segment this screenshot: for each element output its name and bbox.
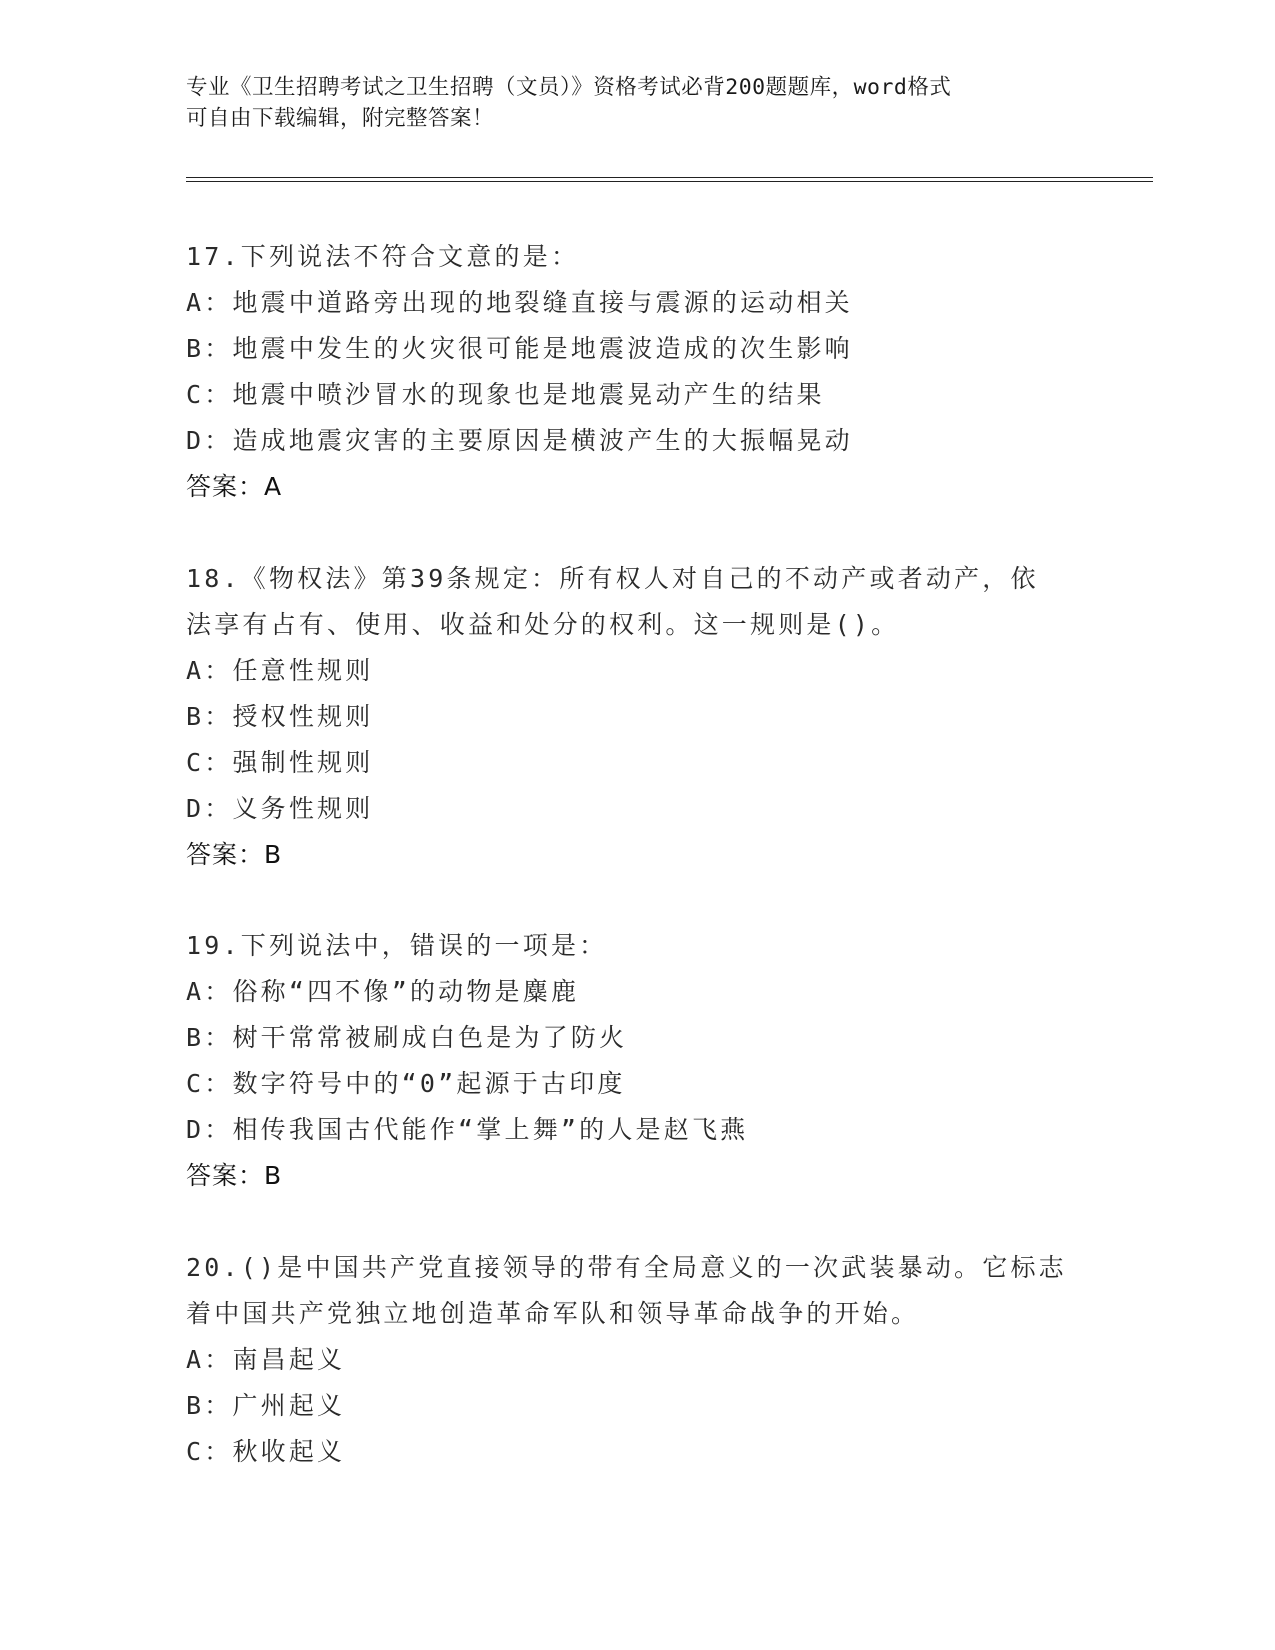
header-line-1: 专业《卫生招聘考试之卫生招聘（文员）》资格考试必背200题题库，word格式	[186, 75, 952, 100]
option-d: D：义务性规则	[186, 794, 374, 823]
header-line-2: 可自由下载编辑，附完整答案！	[186, 106, 495, 131]
answer-label: 答案：B	[186, 1161, 283, 1190]
question-stem: 17.下列说法不符合文意的是：	[186, 242, 580, 271]
option-d: D：相传我国古代能作“掌上舞”的人是赵飞燕	[186, 1115, 749, 1144]
document-header	[186, 72, 1086, 134]
option-a: A：地震中道路旁出现的地裂缝直接与震源的运动相关	[186, 288, 853, 317]
question-18	[186, 556, 1086, 878]
option-a: A：南昌起义	[186, 1345, 346, 1374]
question-stem-line-2: 法享有占有、使用、收益和处分的权利。这一规则是()。	[186, 610, 900, 639]
option-c: C：秋收起义	[186, 1437, 346, 1466]
answer-label: 答案：B	[186, 840, 283, 869]
question-stem-line-2: 着中国共产党独立地创造革命军队和领导革命战争的开始。	[186, 1299, 920, 1328]
question-stem-line-1: 18.《物权法》第39条规定：所有权人对自己的不动产或者动产，依	[186, 564, 1039, 593]
option-b: B：广州起义	[186, 1391, 346, 1420]
header-divider-top	[186, 177, 1153, 178]
option-b: B：地震中发生的火灾很可能是地震波造成的次生影响	[186, 334, 853, 363]
option-c: C：地震中喷沙冒水的现象也是地震晃动产生的结果	[186, 380, 825, 409]
option-b: B：授权性规则	[186, 702, 374, 731]
question-17	[186, 234, 1086, 510]
option-a: A：任意性规则	[186, 656, 374, 685]
option-d: D：造成地震灾害的主要原因是横波产生的大振幅晃动	[186, 426, 853, 455]
option-a: A：俗称“四不像”的动物是麋鹿	[186, 977, 580, 1006]
option-b: B：树干常常被刷成白色是为了防火	[186, 1023, 628, 1052]
question-stem: 19.下列说法中，错误的一项是：	[186, 931, 608, 960]
question-19	[186, 923, 1086, 1199]
header-divider-bottom	[186, 181, 1153, 182]
question-stem-line-1: 20.()是中国共产党直接领导的带有全局意义的一次武装暴动。它标志	[186, 1253, 1067, 1282]
answer-label: 答案：A	[186, 472, 283, 501]
option-c: C：强制性规则	[186, 748, 374, 777]
option-c: C：数字符号中的“0”起源于古印度	[186, 1069, 626, 1098]
question-20	[186, 1245, 1086, 1475]
